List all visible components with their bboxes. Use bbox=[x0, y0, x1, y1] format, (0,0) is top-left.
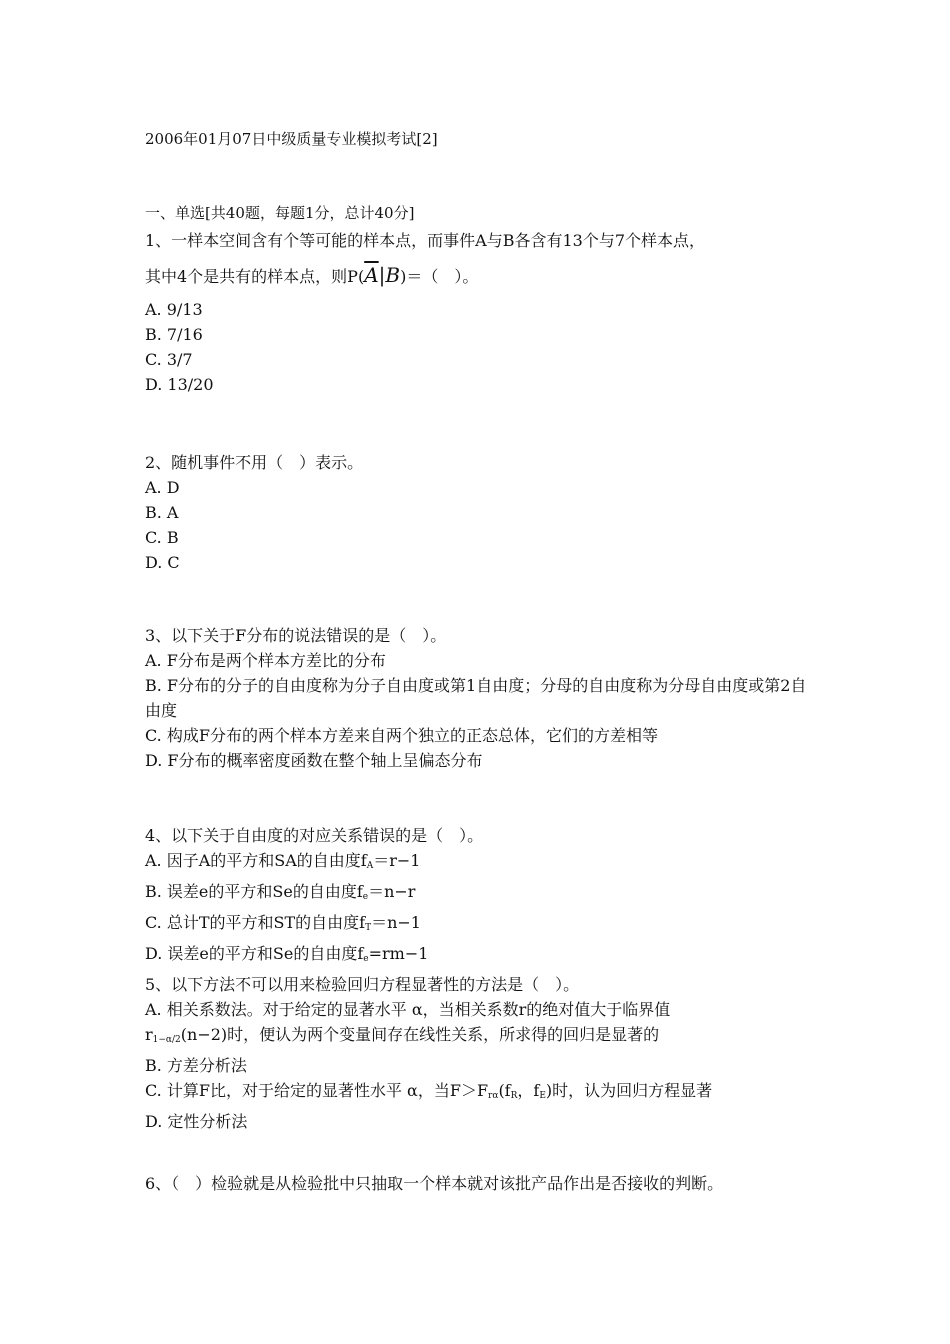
math-a-bar: $\overline{A}$ bbox=[364, 263, 379, 287]
question-2 bbox=[145, 450, 815, 575]
question-4-option-c bbox=[145, 910, 815, 941]
option-a-text: A. 因子A的平方和SA的自由度f bbox=[145, 851, 367, 870]
option-a-continuation: (n−2)时，便认为两个变量间存在线性关系，所求得的回归是显著的 bbox=[180, 1025, 660, 1044]
option-d-text: D. 误差e的平方和Se的自由度f bbox=[145, 944, 364, 963]
question-6 bbox=[145, 1171, 815, 1196]
question-2-option-a: A. D bbox=[145, 478, 180, 497]
question-3-option-d: D. F分布的概率密度函数在整个轴上呈偏态分布 bbox=[145, 751, 483, 770]
option-d-formula: =rm−1 bbox=[368, 944, 429, 963]
option-d-subscript: e bbox=[363, 954, 369, 964]
option-a-formula: ＝r−1 bbox=[373, 851, 421, 870]
question-2-option-d: D. C bbox=[145, 553, 180, 572]
question-3-option-c: C. 构成F分布的两个样本方差来自两个独立的正态总体，它们的方差相等 bbox=[145, 726, 658, 745]
question-1-option-b: B. 7/16 bbox=[145, 325, 203, 344]
question-1-stem-pre: 其中4个是共有的样本点，则P( bbox=[145, 267, 365, 286]
question-5-stem: 5、以下方法不可以用来检验回归方程显著性的方法是（ ）。 bbox=[145, 975, 580, 994]
option-c-conclusion: )时，认为回归方程显著 bbox=[545, 1081, 713, 1100]
option-c-comma: ，f bbox=[517, 1081, 540, 1100]
question-3-option-b: B. F分布的分子的自由度称为分子自由度或第1自由度；分母的自由度称为分母自由度或第2自由度 bbox=[145, 676, 807, 720]
question-5-option-d: D. 定性分析法 bbox=[145, 1112, 248, 1131]
option-b-formula: ＝n−r bbox=[368, 882, 416, 901]
section-heading: 一、单选[共40题，每题1分，总计40分] bbox=[145, 204, 415, 222]
question-4-option-d bbox=[145, 941, 815, 972]
option-c-text: C. 总计T的平方和ST的自由度f bbox=[145, 913, 366, 932]
question-4-option-b bbox=[145, 879, 815, 910]
question-2-option-c: C. B bbox=[145, 528, 179, 547]
question-2-stem: 2、随机事件不用（ ）表示。 bbox=[145, 453, 364, 472]
question-1 bbox=[145, 228, 815, 397]
question-3-stem: 3、以下关于F分布的说法错误的是（ ）。 bbox=[145, 626, 447, 645]
question-2-option-b: B. A bbox=[145, 503, 179, 522]
question-4-option-a bbox=[145, 848, 815, 879]
question-5-option-c bbox=[145, 1078, 815, 1109]
question-1-option-c: C. 3/7 bbox=[145, 350, 193, 369]
question-5-option-a-line2 bbox=[145, 1022, 815, 1053]
option-b-text: B. 误差e的平方和Se的自由度f bbox=[145, 882, 363, 901]
option-c-subscript: T bbox=[365, 923, 372, 933]
question-1-option-d: D. 13/20 bbox=[145, 375, 214, 394]
critical-value-r: r bbox=[145, 1025, 153, 1044]
question-4-stem: 4、以下关于自由度的对应关系错误的是（ ）。 bbox=[145, 826, 484, 845]
option-c-paren: (f bbox=[498, 1081, 511, 1100]
fe-subscript: E bbox=[539, 1091, 546, 1101]
question-1-option-a: A. 9/13 bbox=[145, 300, 203, 319]
question-3-option-a: A. F分布是两个样本方差比的分布 bbox=[145, 651, 386, 670]
fr-subscript: R bbox=[510, 1091, 518, 1101]
math-b: B bbox=[385, 263, 401, 287]
question-5-option-b: B. 方差分析法 bbox=[145, 1056, 247, 1075]
question-4 bbox=[145, 823, 815, 972]
option-c-text: C. 计算F比，对于给定的显著性水平 α，当F＞F bbox=[145, 1081, 489, 1100]
question-1-stem-post: )＝（ ）。 bbox=[400, 267, 479, 286]
question-5 bbox=[145, 972, 815, 1134]
document-title: 2006年01月07日中级质量专业模拟考试[2] bbox=[145, 130, 438, 148]
option-a-subscript: A bbox=[366, 861, 374, 871]
f-subscript: rα bbox=[488, 1091, 499, 1101]
option-b-subscript: e bbox=[362, 892, 369, 902]
critical-value-subscript: 1−α/2 bbox=[152, 1035, 181, 1045]
question-1-stem-line1: 1、一样本空间含有个等可能的样本点，而事件A与B各含有13个与7个样本点， bbox=[145, 231, 706, 250]
question-3 bbox=[145, 623, 815, 773]
option-c-formula: ＝n−1 bbox=[371, 913, 421, 932]
math-separator: | bbox=[378, 263, 386, 287]
question-1-stem-line2 bbox=[145, 261, 815, 291]
question-6-stem: 6、（ ）检验就是从检验批中只抽取一个样本就对该批产品作出是否接收的判断。 bbox=[145, 1174, 724, 1193]
question-5-option-a-line1: A. 相关系数法。对于给定的显著水平 α，当相关系数r的绝对值大于临界值 bbox=[145, 1000, 671, 1019]
